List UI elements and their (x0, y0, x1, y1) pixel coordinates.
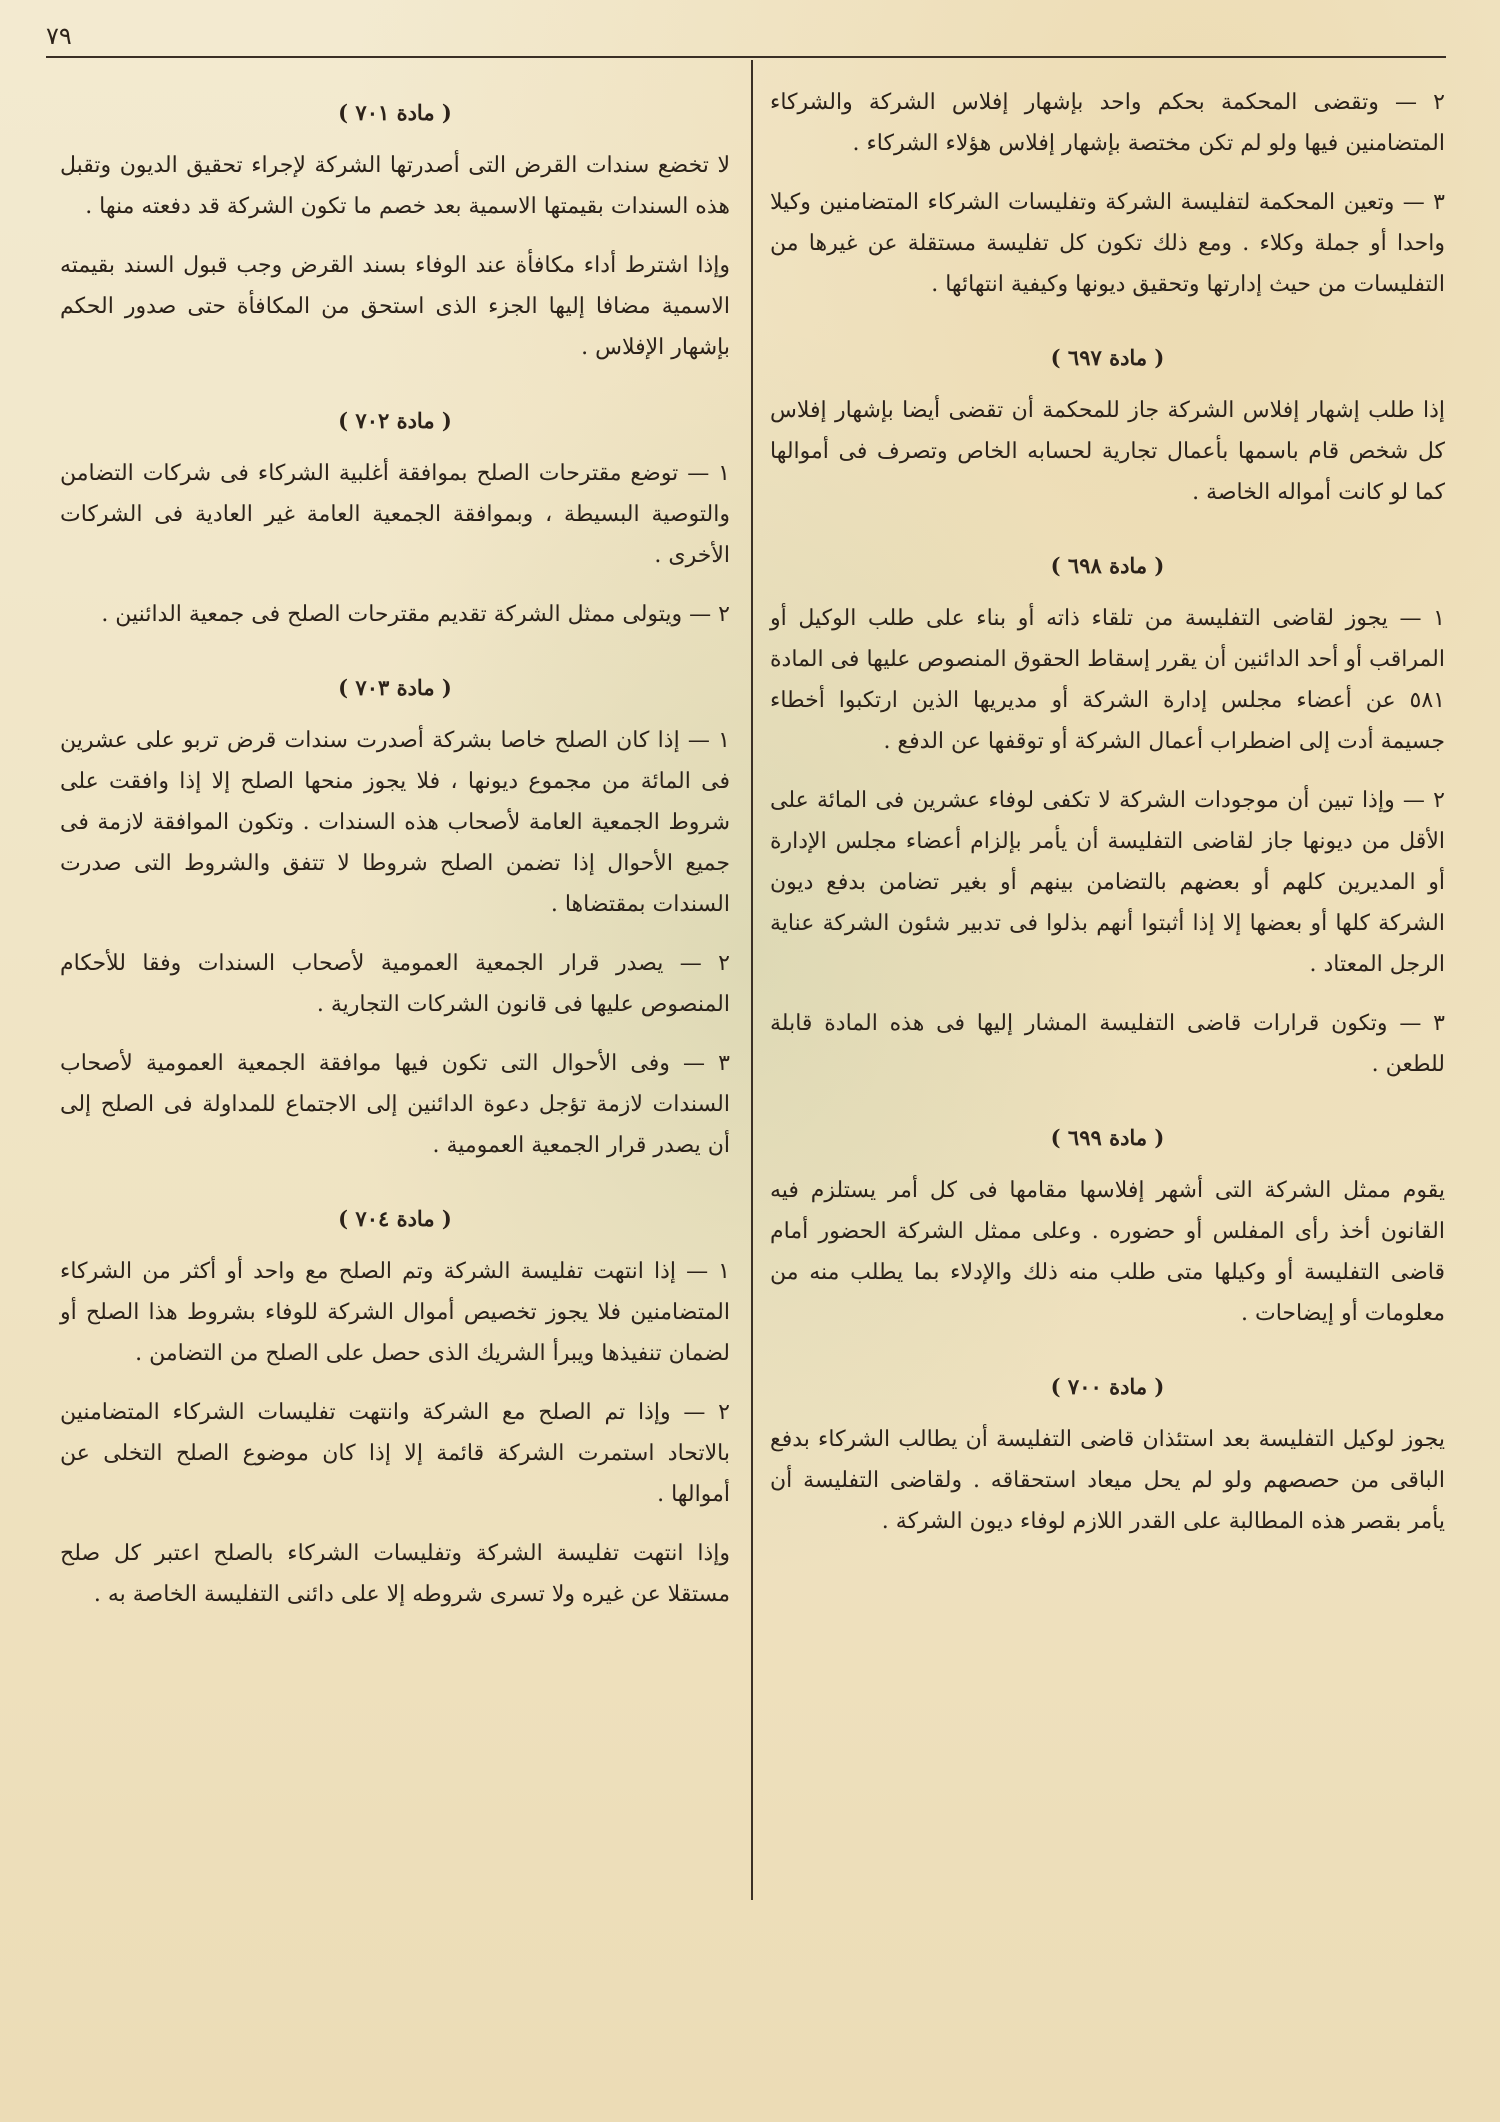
article-704-para-1: ١ — إذا انتهت تفليسة الشركة وتم الصلح مع واحد أو أكثر من الشركاء المتضامنين فلا يجوز تخصيص أموال الشركة للوفاء بشروط هذا الصلح أو لضمان تنفيذها ويبرأ الشريك الذى حصل على الصلح من التضامن . (60, 1259, 730, 1366)
article-703-para-1: ١ — إذا كان الصلح خاصا بشركة أصدرت سندات قرض تربو على عشرين فى المائة من مجموع ديونها ، فلا يجوز منحها الصلح إلا إذا وافقت على شروط الجمعية العامة لأصحاب هذه السندات . وتكون الموافقة لازمة فى جميع الأحوال إذا تضمن الصلح شروطا لا تتفق والشروط التى صدرت السندات بمقتضاها . (60, 728, 730, 917)
article-heading: ( مادة ٧٠٠ ) (1050, 1374, 1165, 1399)
left-column (60, 82, 730, 1633)
article-698-para-2: ٢ — وإذا تبين أن موجودات الشركة لا تكفى لوفاء عشرين فى المائة على الأقل من ديونها جاز لقاضى التفليسة أن يأمر بإلزام أعضاء مجلس الإدارة أو المديرين كلهم أو بعضهم بالتضامن بينهم أو بغير تضامن بدفع ديون الشركة كلها أو بعضها إلا إذا أثبتوا أنهم بذلوا فى تدبير شئون الشركة عناية الرجل المعتاد . (770, 788, 1445, 977)
article-701-para-2: وإذا اشترط أداء مكافأة عند الوفاء بسند القرض وجب قبول السند بقيمته الاسمية مضافا إليها الجزء الذى استحق من المكافأة حتى صدور الحكم بإشهار الإفلاس . (60, 253, 730, 360)
article-704-para-3: وإذا انتهت تفليسة الشركة وتفليسات الشركاء بالصلح اعتبر كل صلح مستقلا عن غيره ولا تسرى شروطه إلا على دائنى التفليسة الخاصة به . (60, 1541, 730, 1607)
page-number: ٧٩ (46, 22, 72, 50)
article-heading: ( مادة ٧٠١ ) (338, 100, 452, 125)
article-699-text: يقوم ممثل الشركة التى أشهر إفلاسها مقامها فى كل أمر يستلزم فيه القانون أخذ رأى المفلس أو حضوره . وعلى ممثل الشركة الحضور أمام قاضى التفليسة أو وكيلها متى طلب منه ذلك والإدلاء بما يطلب منه من معلومات أو إيضاحات . (770, 1178, 1445, 1326)
article-701-para-1: لا تخضع سندات القرض التى أصدرتها الشركة لإجراء تحقيق الديون وتقبل هذه السندات بقيمتها الاسمية بعد خصم ما تكون الشركة قد دفعته منها . (60, 153, 730, 219)
article-heading: ( مادة ٧٠٣ ) (338, 675, 452, 700)
article-heading: ( مادة ٦٩٨ ) (1050, 553, 1165, 578)
column-divider (751, 60, 753, 1900)
article-703-para-3: ٣ — وفى الأحوال التى تكون فيها موافقة الجمعية العمومية لأصحاب السندات لازمة تؤجل دعوة الدائنين إلى الاجتماع للمداولة فى الصلح إلى أن يصدر قرار الجمعية العمومية . (60, 1051, 730, 1158)
article-702-para-2: ٢ — ويتولى ممثل الشركة تقديم مقترحات الصلح فى جمعية الدائنين . (101, 602, 730, 627)
article-696-para-3: ٣ — وتعين المحكمة لتفليسة الشركة وتفليسات الشركاء المتضامنين وكيلا واحدا أو جملة وكلاء . ومع ذلك تكون كل تفليسة مستقلة عن غيرها من التفليسات من حيث إدارتها وتحقيق ديونها وكيفية انتهائها . (770, 190, 1445, 297)
article-heading: ( مادة ٦٩٩ ) (1050, 1125, 1165, 1150)
article-703-para-2: ٢ — يصدر قرار الجمعية العمومية لأصحاب السندات وفقا للأحكام المنصوص عليها فى قانون الشركات التجارية . (60, 951, 730, 1017)
article-704-para-2: ٢ — وإذا تم الصلح مع الشركة وانتهت تفليسات الشركاء المتضامنين بالاتحاد استمرت الشركة قائمة إلا إذا كان موضوع الصلح التخلى عن أموالها . (60, 1400, 730, 1507)
article-700-text: يجوز لوكيل التفليسة بعد استئذان قاضى التفليسة أن يطالب الشركاء بدفع الباقى من حصصهم ولو لم يحل ميعاد استحقاقه . ولقاضى التفليسة أن يأمر بقصر هذه المطالبة على القدر اللازم لوفاء ديون الشركة . (770, 1427, 1445, 1534)
article-697-text: إذا طلب إشهار إفلاس الشركة جاز للمحكمة أن تقضى أيضا بإشهار إفلاس كل شخص قام باسمها بأعمال تجارية لحسابه الخاص وتصرف فى أموالها كما لو كانت أمواله الخاصة . (770, 398, 1445, 505)
top-rule (46, 56, 1446, 58)
article-698-para-3: ٣ — وتكون قرارات قاضى التفليسة المشار إليها فى هذه المادة قابلة للطعن . (770, 1011, 1445, 1077)
article-702-para-1: ١ — توضع مقترحات الصلح بموافقة أغلبية الشركاء فى شركات التضامن والتوصية البسيطة ، وبموافقة الجمعية العامة غير العادية فى الشركات الأخرى . (60, 461, 731, 568)
article-696-para-2: ٢ — وتقضى المحكمة بحكم واحد بإشهار إفلاس الشركة والشركاء المتضامنين فيها ولو لم تكن مختصة بإشهار إفلاس هؤلاء الشركاء . (770, 90, 1445, 156)
right-column (770, 82, 1445, 1560)
article-heading: ( مادة ٧٠٤ ) (338, 1206, 452, 1231)
article-heading: ( مادة ٧٠٢ ) (338, 408, 452, 433)
article-698-para-1: ١ — يجوز لقاضى التفليسة من تلقاء ذاته أو بناء على طلب الوكيل أو المراقب أو أحد الدائنين أن يقرر إسقاط الحقوق المنصوص عليها فى المادة ٥٨١ عن أعضاء مجلس إدارة الشركة أو مديريها الذين ارتكبوا أخطاء جسيمة أدت إلى اضطراب أعمال الشركة أو توقفها عن الدفع . (770, 606, 1445, 754)
article-heading: ( مادة ٦٩٧ ) (1050, 345, 1165, 370)
